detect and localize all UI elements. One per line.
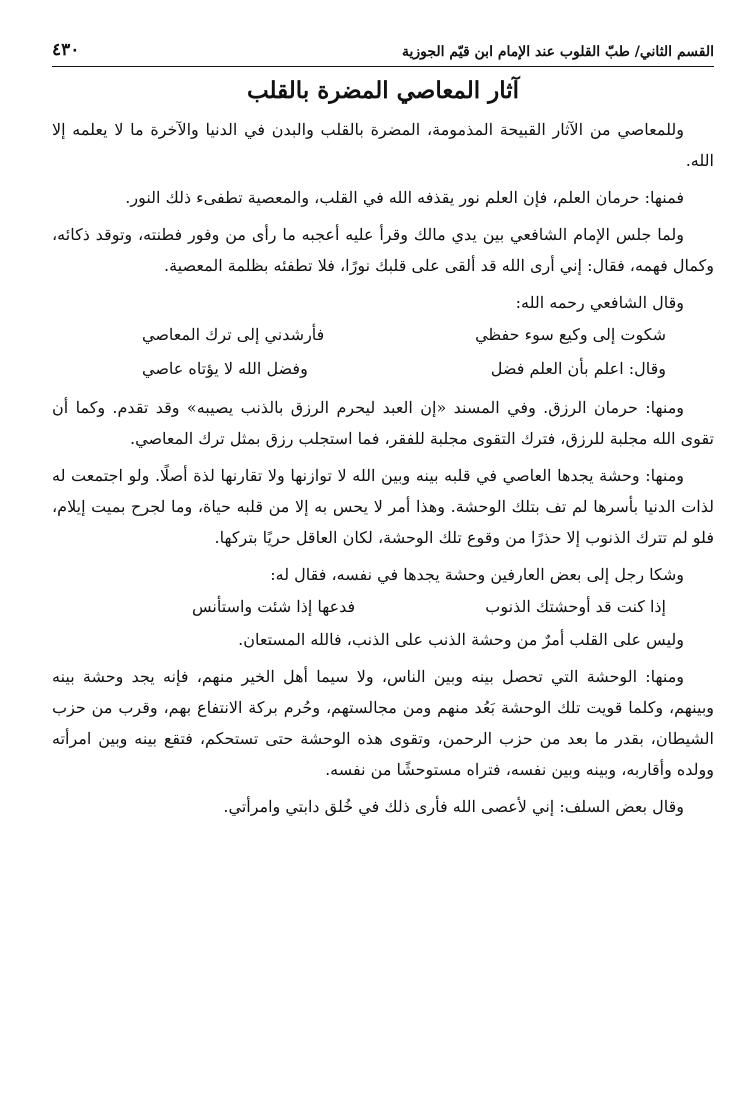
verse-second-hemistich: فأرشدني إلى ترك المعاصي: [142, 325, 325, 344]
section-title: آثار المعاصي المضرة بالقلب: [246, 77, 520, 104]
paragraph: ومنها: وحشة يجدها العاصي في قلبه بينه وبين الله لا توازنها ولا تقارنها لذة أصلًا. ولو اجتمعت له لذات الدنيا بأسرها لم تف بتلك الوحشة. وهذا أمر لا يحس به إلا من قلبه حياة، وما لجرح بميت إيلام، فلو لم تترك الذنوب إلا حذرًا من وقوع تلك الوحشة، لكان العاقل حريًا بتركها.: [52, 466, 714, 547]
paragraph: وللمعاصي من الآثار القبيحة المذمومة، المضرة بالقلب والبدن في الدنيا والآخرة ما لا يعلمه إلا الله.: [52, 120, 714, 170]
paragraph: وقال بعض السلف: إني لأعصى الله فأرى ذلك في خُلق دابتي وامرأتي.: [223, 797, 684, 816]
running-title: القسم الثاني/ طبّ القلوب عند الإمام ابن قيّم الجوزية: [401, 44, 714, 60]
paragraph: ومنها: الوحشة التي تحصل بينه وبين الناس، ولا سيما أهل الخير منهم، فإنه يجد وحشة بينه وبينهم، وكلما قويت تلك الوحشة بَعُد منهم ومن مجالستهم، وحُرم بركة الانتفاع بهم، وقرب من حزب الشيطان، بقدر ما بعد من حزب الرحمن، وتقوى هذه الوحشة حتى تستحكم، فتقع بينه وبين امرأته وولده وأقاربه، وبينه وبين نفسه، فتراه مستوحشًا من نفسه.: [52, 667, 714, 779]
paragraph: ومنها: حرمان الرزق. وفي المسند «إن العبد ليحرم الرزق بالذنب يصيبه» وقد تقدم. وكما أن تقوى الله مجلبة للرزق، فترك التقوى مجلبة للفقر، فما استجلب رزق بمثل ترك المعاصي.: [52, 398, 714, 448]
poem-verse: [52, 318, 714, 352]
verse-first-hemistich: شكوت إلى وكيع سوء حفظي: [475, 325, 666, 344]
paragraph: وقال الشافعي رحمه الله:: [515, 293, 684, 312]
poem-verse: [52, 352, 714, 386]
paragraph: ولما جلس الإمام الشافعي بين يدي مالك وقرأ عليه أعجبه ما رأى من وفور فطنته، وتوقد ذكائه، وكمال فهمه، فقال: إني أرى الله قد ألقى على قلبك نورًا، فلا تطفئه بظلمة المعصية.: [52, 225, 714, 275]
verse-first-hemistich: وقال: اعلم بأن العلم فضل: [490, 359, 666, 378]
page-header: [52, 40, 714, 66]
paragraph: وليس على القلب أمرٌ من وحشة الذنب على الذنب، فالله المستعان.: [238, 630, 684, 649]
header-rule: [52, 66, 714, 67]
poem-verse: [52, 590, 714, 624]
paragraph: وشكا رجل إلى بعض العارفين وحشة يجدها في نفسه، فقال له:: [270, 565, 684, 584]
verse-second-hemistich: وفضل الله لا يؤتاه عاصي: [142, 359, 308, 378]
book-page: [52, 40, 714, 822]
verse-first-hemistich: إذا كنت قد أوحشتك الذنوب: [485, 597, 666, 616]
verse-second-hemistich: فدعها إذا شئت واستأنس: [192, 597, 356, 616]
paragraph: فمنها: حرمان العلم، فإن العلم نور يقذفه الله في القلب، والمعصية تطفىء ذلك النور.: [125, 188, 684, 207]
page-number: ٤٣٠: [52, 40, 80, 60]
